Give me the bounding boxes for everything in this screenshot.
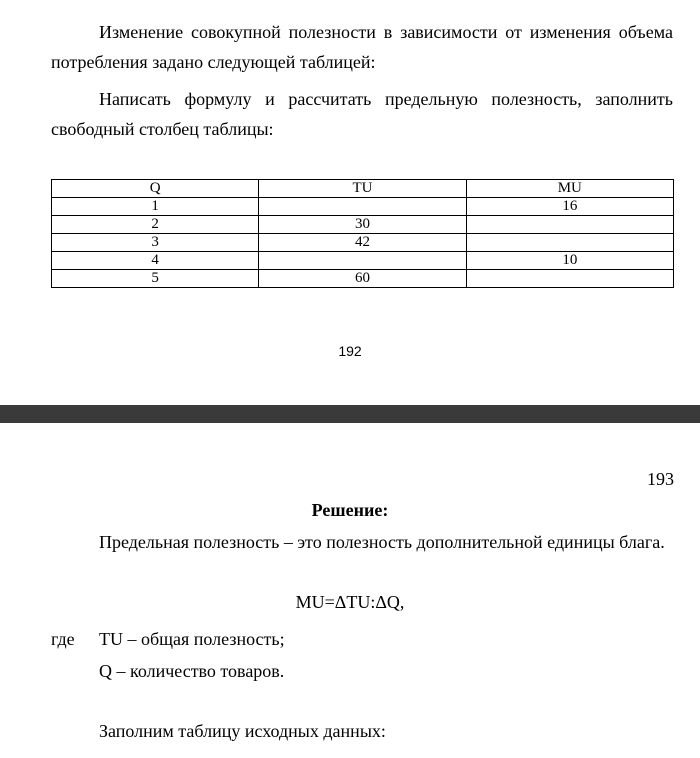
table-header-row — [52, 180, 674, 198]
cell-q: 4 — [52, 252, 259, 270]
cell-q: 1 — [52, 198, 259, 216]
cell-q: 5 — [52, 270, 259, 288]
cell-mu: 10 — [466, 252, 673, 270]
where-line — [51, 624, 285, 654]
fill-table-text: Заполним таблицу исходных данных: — [99, 721, 386, 741]
document-page-193 — [0, 423, 700, 758]
tu-definition: TU – общая полезность; — [99, 629, 285, 649]
table-row — [52, 270, 674, 288]
cell-q: 3 — [52, 234, 259, 252]
header-tu: TU — [259, 180, 466, 198]
utility-table — [51, 179, 674, 288]
q-definition: Q – количество товаров. — [99, 661, 285, 681]
cell-mu: 16 — [466, 198, 673, 216]
table-row — [52, 252, 674, 270]
definition-paragraph: Предельная полезность – это полезность дополнительной единицы блага. — [99, 532, 665, 552]
header-q: Q — [52, 180, 259, 198]
cell-mu — [466, 234, 673, 252]
table-row — [52, 198, 674, 216]
cell-tu: 30 — [259, 216, 466, 234]
page-number-193: 193 — [647, 469, 674, 489]
cell-tu — [259, 252, 466, 270]
cell-mu — [466, 270, 673, 288]
cell-tu — [259, 198, 466, 216]
task-paragraph: Написать формулу и рассчитать предельную полезность, заполнить свободный столбец таблицы: — [51, 89, 673, 139]
page-separator — [0, 405, 700, 423]
header-mu: MU — [466, 180, 673, 198]
cell-mu — [466, 216, 673, 234]
cell-q: 2 — [52, 216, 259, 234]
where-word: где — [51, 629, 75, 649]
table-row — [52, 234, 674, 252]
page-number-192: 192 — [338, 343, 362, 359]
cell-tu: 60 — [259, 270, 466, 288]
intro-paragraph: Изменение совокупной полезности в зависимости от изменения объема потребления задано следующей таблицей: — [51, 22, 673, 72]
cell-tu: 42 — [259, 234, 466, 252]
mu-formula: MU=ΔTU:ΔQ, — [295, 592, 405, 612]
solution-heading: Решение: — [311, 500, 389, 520]
table-row — [52, 216, 674, 234]
